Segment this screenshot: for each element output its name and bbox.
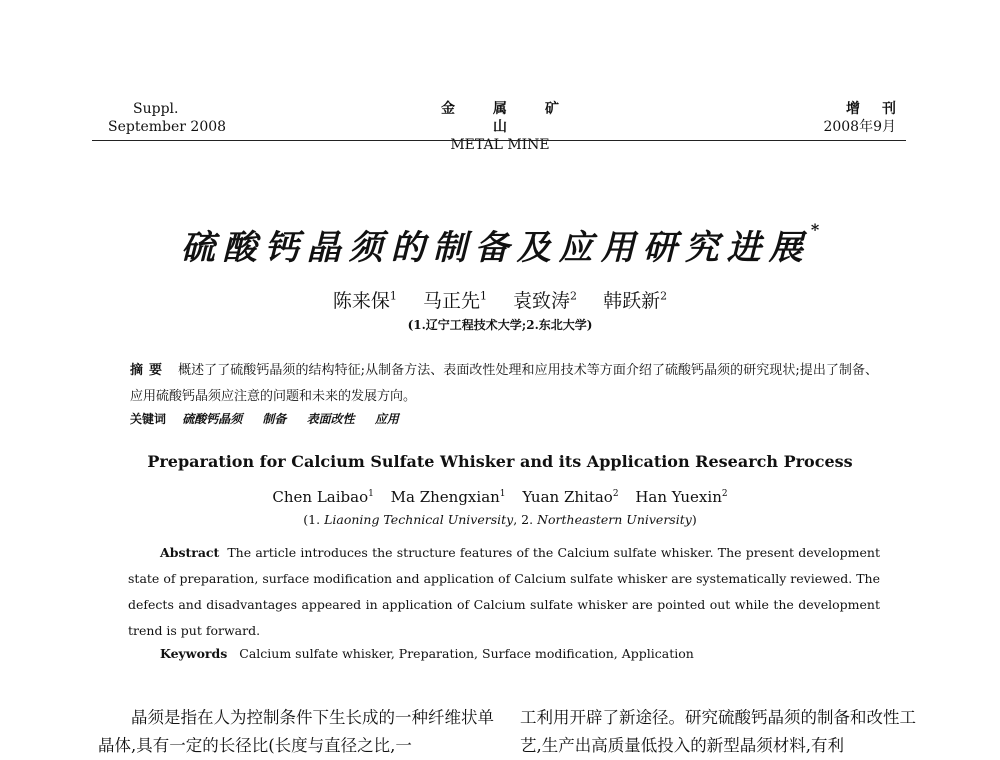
header-rule bbox=[92, 140, 906, 141]
title-footnote-marker: * bbox=[810, 220, 820, 239]
keyword-cn: 表面改性 bbox=[306, 412, 355, 426]
journal-header-right bbox=[760, 100, 918, 136]
paper-title-en: Preparation for Calcium Sulfate Whisker and its Application Research Process bbox=[147, 452, 853, 471]
affiliation-en: (1. Liaoning Technical University, 2. Northeastern University) bbox=[303, 512, 697, 527]
abstract-cn-label: 摘要 bbox=[130, 363, 169, 378]
author-en: Chen Laibao$^1$ bbox=[272, 488, 374, 506]
author-cn: 马正先$^1$ bbox=[422, 289, 487, 312]
keywords-en bbox=[160, 646, 880, 661]
authors-en bbox=[0, 488, 1000, 506]
issue-date-cn: 2008年9月 bbox=[823, 119, 896, 135]
keywords-cn bbox=[130, 410, 878, 427]
author-cn: 韩跃新$^2$ bbox=[603, 289, 668, 312]
abstract-cn bbox=[130, 358, 878, 410]
abstract-en-text: The article introduces the structure features of the Calcium sulfate whisker. The present development state of preparation, surface modification and application of Calcium sulfate whisker are systematically reviewed. The defects and disadvantages appeared in application of Calcium sulfate whisker are pointed out while the development trend is put forward. bbox=[128, 545, 880, 638]
body-column-right bbox=[520, 704, 920, 760]
authors-cn bbox=[0, 286, 1000, 313]
author-cn: 袁致涛$^2$ bbox=[513, 289, 578, 312]
abstract-en bbox=[128, 540, 880, 644]
issue-date-en: September 2008 bbox=[108, 119, 227, 135]
paper-title-cn bbox=[0, 220, 1000, 269]
supplement-label: Suppl. bbox=[133, 101, 179, 117]
body-paragraph: 工利用开辟了新途径。研究硫酸钙晶须的制备和改性工艺,生产出高质量低投入的新型晶须材料,有利 bbox=[520, 708, 916, 755]
author-cn: 陈来保$^1$ bbox=[332, 289, 397, 312]
body-column-left bbox=[98, 704, 498, 760]
abstract-cn-text: 概述了了硫酸钙晶须的结构特征;从制备方法、表面改性处理和应用技术等方面介绍了硫酸钙晶须的研究现状;提出了制备、应用硫酸钙晶须应注意的问题和未来的发展方向。 bbox=[130, 363, 878, 404]
keywords-en-text: Calcium sulfate whisker, Preparation, Surface modification, Application bbox=[239, 646, 694, 661]
supplement-label-cn: 增刊 bbox=[846, 101, 918, 117]
author-en: Han Yuexin$^2$ bbox=[635, 488, 728, 506]
keyword-cn: 应用 bbox=[374, 412, 399, 426]
journal-name-cn: 金属矿山 bbox=[441, 101, 597, 135]
journal-header-left bbox=[108, 100, 308, 136]
author-en: Ma Zhengxian$^1$ bbox=[390, 488, 506, 506]
abstract-en-label: Abstract bbox=[160, 545, 220, 560]
author-en: Yuan Zhitao$^2$ bbox=[522, 488, 619, 506]
keyword-cn: 制备 bbox=[262, 412, 287, 426]
body-paragraph: 晶须是指在人为控制条件下生长成的一种纤维状单晶体,具有一定的长径比(长度与直径之比,一 bbox=[98, 708, 494, 755]
journal-name-en: METAL MINE bbox=[450, 137, 550, 153]
keyword-cn: 硫酸钙晶须 bbox=[182, 412, 243, 426]
affiliation-cn: (1.辽宁工程技术大学;2.东北大学) bbox=[407, 318, 593, 332]
keywords-en-label: Keywords bbox=[160, 646, 228, 661]
keywords-cn-label: 关键词 bbox=[130, 412, 167, 426]
paper-title-text: 硫酸钙晶须的制备及应用研究进展 bbox=[180, 228, 811, 268]
journal-header-center bbox=[380, 100, 620, 154]
